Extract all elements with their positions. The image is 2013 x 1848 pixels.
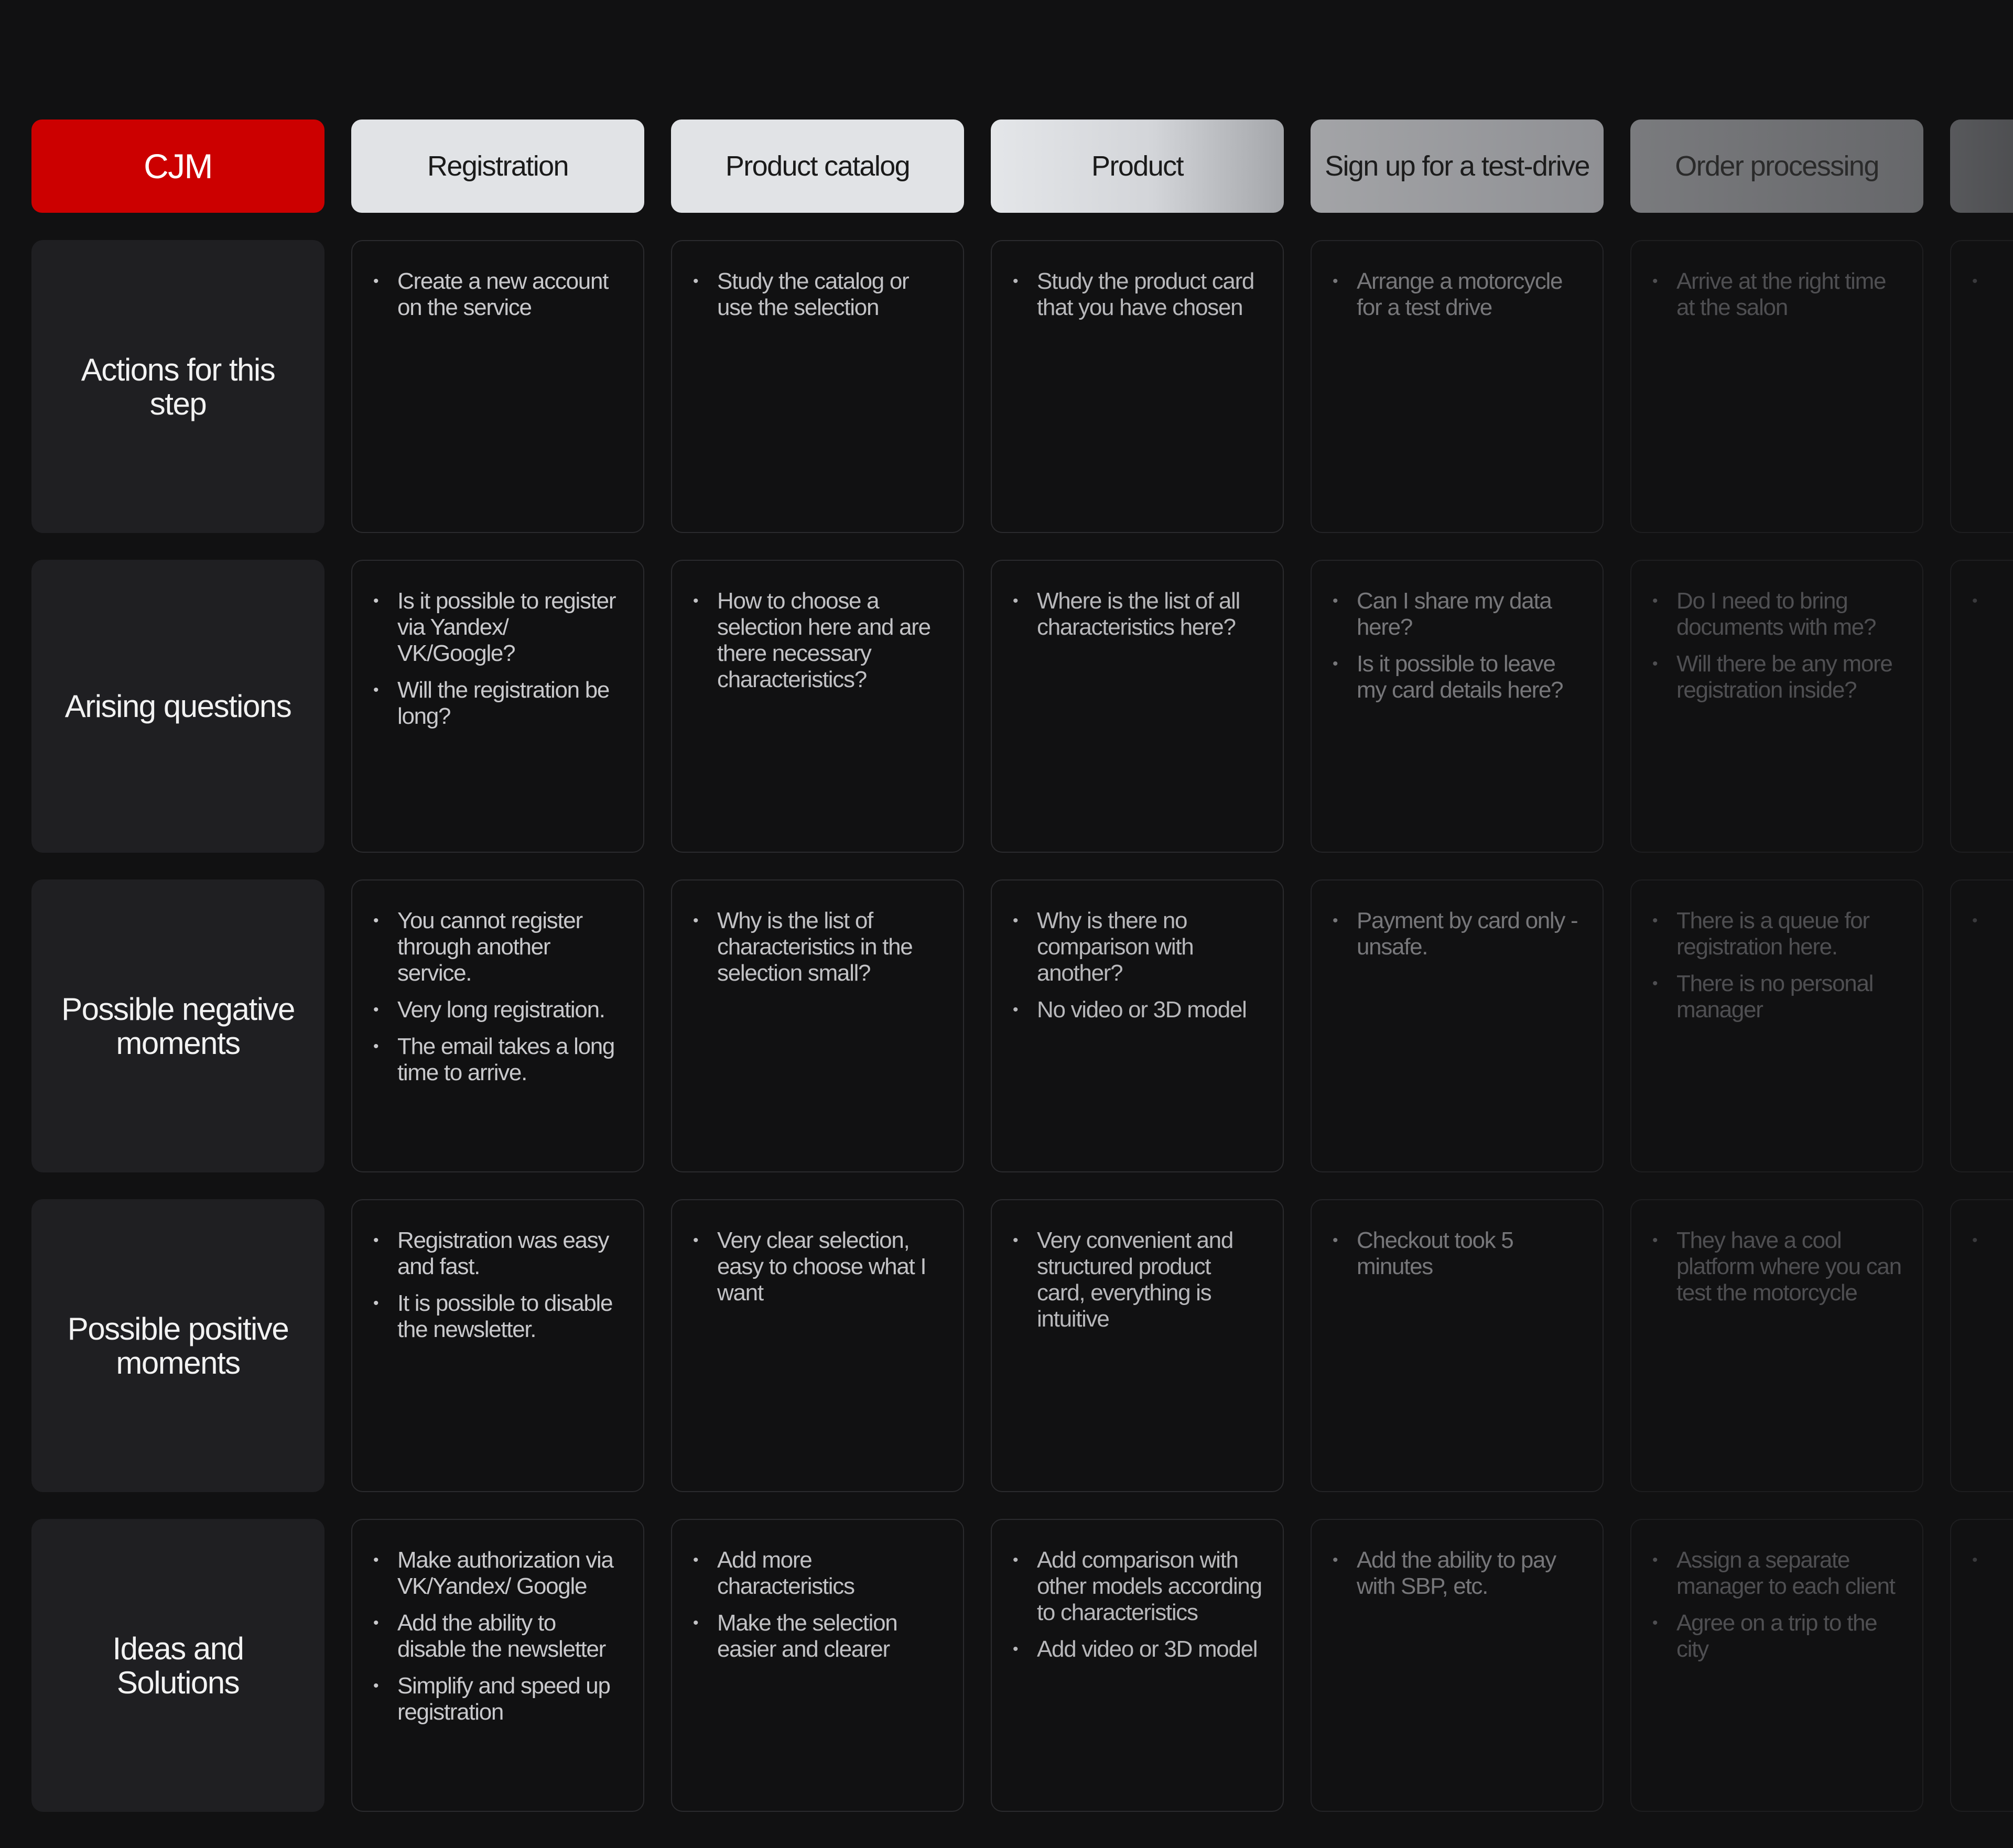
cell-possible-positive-moments-product-catalog [671, 1199, 964, 1492]
list-item: • No video or 3D model [1037, 997, 1262, 1023]
stage-header-product-catalog: Product catalog [671, 119, 964, 213]
list-item: • You cannot register through another service. [397, 908, 622, 986]
bullet-list [1631, 1520, 1922, 1662]
list-item: • Add video or 3D model [1037, 1636, 1262, 1662]
stage-header-product: Product [991, 119, 1284, 213]
list-item: • Study the product card that you have chosen [1037, 268, 1262, 321]
cell-actions-for-this-step-product-catalog [671, 240, 964, 533]
bullet-list [352, 241, 643, 321]
stage-header-partial [1950, 119, 2013, 213]
bullet-list [992, 561, 1283, 640]
cell-actions-for-this-step-registration [351, 240, 644, 533]
list-item: • Payment by card only - unsafe. [1357, 908, 1582, 960]
cell-arising-questions-sign-up-for-a-test-drive [1311, 560, 1604, 853]
cell-actions-for-this-step-order-processing [1630, 240, 1923, 533]
bullet-list [352, 561, 643, 730]
cell-possible-positive-moments-registration [351, 1199, 644, 1492]
cell-arising-questions-order-processing [1630, 560, 1923, 853]
bullet-list [1951, 1200, 2013, 1254]
list-item: • Will there be any more registration inside? [1676, 651, 1901, 703]
list-item: • Registration was easy and fast. [397, 1227, 622, 1280]
list-item: • Do I need to bring documents with me? [1676, 588, 1901, 640]
bullet-list [352, 1200, 643, 1343]
cell-ideas-and-solutions-partial [1950, 1519, 2013, 1812]
bullet-list [672, 1520, 963, 1662]
row-label-ideas-and-solutions: Ideas and Solutions [31, 1519, 324, 1812]
list-item: • It is possible to disable the newsletter. [397, 1290, 622, 1343]
stage-header-sign-up-for-a-test-drive: Sign up for a test-drive [1311, 119, 1604, 213]
list-item: • Why is there no comparison with another? [1037, 908, 1262, 986]
bullet-list [1631, 880, 1922, 1023]
cell-possible-positive-moments-partial [1950, 1199, 2013, 1492]
list-item: • Where is the list of all characteristics here? [1037, 588, 1262, 640]
list-item: • Can I share my data here? [1357, 588, 1582, 640]
cell-actions-for-this-step-product [991, 240, 1284, 533]
bullet-list [1312, 880, 1603, 960]
list-item: • Assign a separate manager to each client [1676, 1547, 1901, 1600]
list-item: • Is it possible to leave my card details here? [1357, 651, 1582, 703]
list-item: • Agree on a trip to the city [1676, 1610, 1901, 1662]
list-item: • Create a new account on the service [397, 268, 622, 321]
bullet-list [992, 241, 1283, 321]
bullet-list [1312, 1200, 1603, 1280]
list-item: • How to choose a selection here and are there necessary characteristics? [717, 588, 942, 693]
list-item: • Add more characteristics [717, 1547, 942, 1600]
cell-possible-negative-moments-sign-up-for-a-test-drive [1311, 879, 1604, 1172]
list-item: • The email takes a long time to arrive. [397, 1034, 622, 1086]
bullet-list [1631, 241, 1922, 321]
cell-arising-questions-partial [1950, 560, 2013, 853]
list-item: • Very convenient and structured product card, everything is intuitive [1037, 1227, 1262, 1332]
cjm-title: CJM [31, 119, 324, 213]
row-label-arising-questions: Arising questions [31, 560, 324, 853]
list-item: • Is it possible to register via Yandex/ VK/Google? [397, 588, 622, 667]
bullet-list [1631, 1200, 1922, 1306]
cell-ideas-and-solutions-sign-up-for-a-test-drive [1311, 1519, 1604, 1812]
list-item: • They have a cool platform where you can test the motorcycle [1676, 1227, 1901, 1306]
list-item [1996, 1547, 2013, 1573]
cell-arising-questions-product-catalog [671, 560, 964, 853]
cell-possible-negative-moments-order-processing [1630, 879, 1923, 1172]
list-item: • Arrive at the right time at the salon [1676, 268, 1901, 321]
list-item: • Add the ability to disable the newsletter [397, 1610, 622, 1662]
cell-possible-positive-moments-product [991, 1199, 1284, 1492]
cell-ideas-and-solutions-registration [351, 1519, 644, 1812]
list-item: • Will the registration be long? [397, 677, 622, 730]
cell-actions-for-this-step-sign-up-for-a-test-drive [1311, 240, 1604, 533]
list-item: • Study the catalog or use the selection [717, 268, 942, 321]
cell-ideas-and-solutions-product-catalog [671, 1519, 964, 1812]
row-label-actions-for-this-step: Actions for this step [31, 240, 324, 533]
bullet-list [992, 1200, 1283, 1332]
cell-arising-questions-product [991, 560, 1284, 853]
bullet-list [672, 561, 963, 693]
list-item: • Very clear selection, easy to choose what I want [717, 1227, 942, 1306]
bullet-list [1312, 241, 1603, 321]
list-item: • Why is the list of characteristics in the selection small? [717, 908, 942, 986]
bullet-list [1951, 561, 2013, 614]
cell-possible-negative-moments-product [991, 879, 1284, 1172]
list-item: • Arrange a motorcycle for a test drive [1357, 268, 1582, 321]
stage-header-registration: Registration [351, 119, 644, 213]
bullet-list [1951, 1520, 2013, 1573]
bullet-list [1951, 880, 2013, 934]
bullet-list [992, 880, 1283, 1023]
bullet-list [1631, 561, 1922, 703]
list-item: • Very long registration. [397, 997, 622, 1023]
cell-possible-positive-moments-sign-up-for-a-test-drive [1311, 1199, 1604, 1492]
list-item: • There is a queue for registration here. [1676, 908, 1901, 960]
cell-arising-questions-registration [351, 560, 644, 853]
bullet-list [1951, 241, 2013, 295]
row-label-possible-positive-moments: Possible positive moments [31, 1199, 324, 1492]
cell-possible-negative-moments-registration [351, 879, 644, 1172]
bullet-list [672, 241, 963, 321]
list-item: • Make the selection easier and clearer [717, 1610, 942, 1662]
cell-actions-for-this-step-partial [1950, 240, 2013, 533]
bullet-list [672, 1200, 963, 1306]
bullet-list [352, 880, 643, 1086]
cell-ideas-and-solutions-product [991, 1519, 1284, 1812]
cell-possible-negative-moments-partial [1950, 879, 2013, 1172]
stage-header-order-processing: Order processing [1630, 119, 1923, 213]
list-item [1996, 588, 2013, 614]
bullet-list [352, 1520, 643, 1725]
bullet-list [1312, 561, 1603, 703]
bullet-list [1312, 1520, 1603, 1600]
list-item: • Checkout took 5 minutes [1357, 1227, 1582, 1280]
cell-ideas-and-solutions-order-processing [1630, 1519, 1923, 1812]
list-item: • Simplify and speed up registration [397, 1673, 622, 1725]
cell-possible-positive-moments-order-processing [1630, 1199, 1923, 1492]
list-item [1996, 908, 2013, 934]
bullet-list [992, 1520, 1283, 1662]
cell-possible-negative-moments-product-catalog [671, 879, 964, 1172]
list-item [1996, 1227, 2013, 1254]
list-item [1996, 268, 2013, 295]
list-item: • There is no personal manager [1676, 971, 1901, 1023]
list-item: • Make authorization via VK/Yandex/ Google [397, 1547, 622, 1600]
list-item: • Add the ability to pay with SBP, etc. [1357, 1547, 1582, 1600]
bullet-list [672, 880, 963, 986]
row-label-possible-negative-moments: Possible negative moments [31, 879, 324, 1172]
list-item: • Add comparison with other models according to characteristics [1037, 1547, 1262, 1626]
